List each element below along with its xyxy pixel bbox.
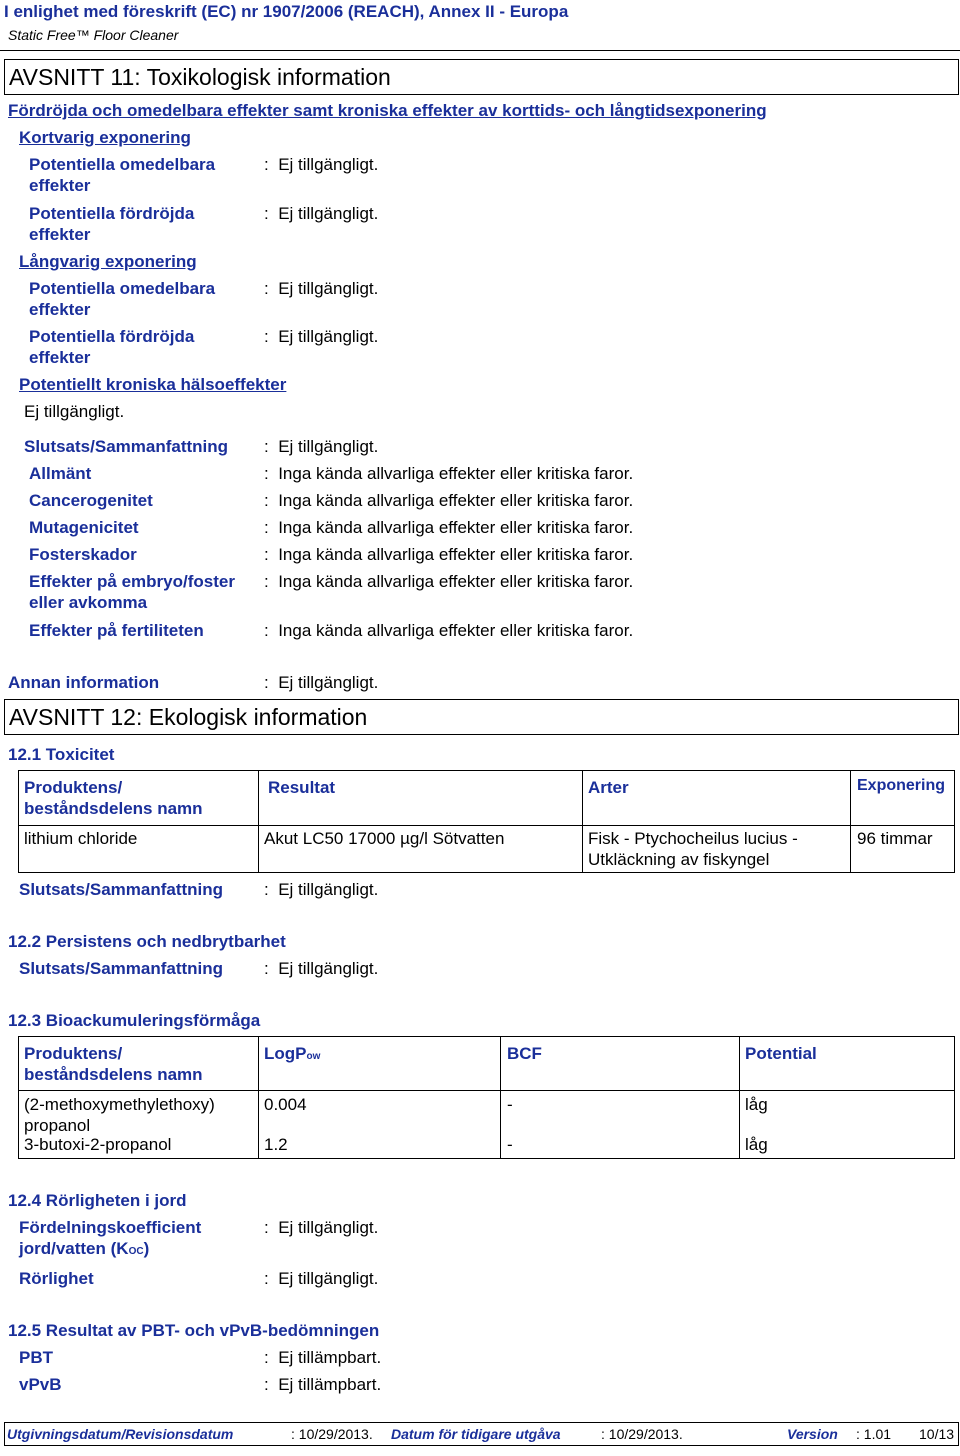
- mobility-label: Rörlighet: [19, 1269, 94, 1288]
- bio-row-1-potential: låg: [745, 1095, 768, 1114]
- vpvb-label: vPvB: [19, 1375, 62, 1394]
- chronic-effects-value: Ej tillgängligt.: [24, 402, 125, 421]
- carcinogenicity-label: Cancerogenitet: [29, 491, 153, 510]
- tox-header-name: [24, 777, 203, 819]
- mutagenicity-label: Mutagenicitet: [29, 518, 139, 537]
- table-divider: [258, 1036, 259, 1159]
- bio-row-2-potential: låg: [745, 1135, 768, 1154]
- summary-label: Slutsats/Sammanfattning: [24, 437, 229, 456]
- table-divider: [500, 1036, 501, 1159]
- colon: :: [264, 673, 269, 692]
- long-immediate-label: [29, 278, 215, 320]
- bio-row-1-logp: 0.004: [264, 1095, 307, 1114]
- mobility-title: 12.4 Rörligheten i jord: [8, 1191, 187, 1210]
- fetal-damage-label: Fosterskador: [29, 545, 137, 564]
- fertility-value: [264, 620, 633, 641]
- value-text: Inga kända allvarliga effekter eller kritiska faror.: [278, 572, 634, 591]
- value-text: Ej tillgängligt.: [278, 279, 379, 298]
- bio-row-1-bcf: -: [507, 1095, 513, 1114]
- fetal-damage-value: [264, 544, 633, 565]
- bio-row-2-name: 3-butoxi-2-propanol: [24, 1135, 172, 1154]
- tox-header-species: Arter: [588, 778, 629, 797]
- table-divider: [18, 1090, 955, 1091]
- pbt-value: [264, 1347, 381, 1368]
- short-delayed-value: [264, 203, 378, 224]
- persistence-title: 12.2 Persistens och nedbrytbarhet: [8, 932, 286, 951]
- colon: :: [264, 1348, 269, 1367]
- long-immediate-value: [264, 278, 378, 299]
- cell-line: Fisk - Ptychocheilus lucius -: [588, 829, 798, 848]
- short-immediate-label: [29, 154, 215, 196]
- vpvb-value: [264, 1374, 381, 1395]
- value-text: Ej tillgängligt.: [278, 673, 379, 692]
- long-delayed-value: [264, 326, 378, 347]
- table-divider: [850, 770, 851, 873]
- tox-row-exposure: 96 timmar: [857, 829, 933, 848]
- embryo-effects-value: [264, 571, 633, 592]
- section-12-heading-box: [4, 699, 959, 735]
- value-text: Ej tillgängligt.: [278, 204, 379, 223]
- value-text: Ej tillämpbart.: [278, 1375, 382, 1394]
- label-line: Effekter på embryo/foster: [29, 572, 235, 591]
- table-divider: [18, 825, 955, 826]
- version-label: Version: [787, 1426, 838, 1442]
- value-text: Ej tillämpbart.: [278, 1348, 382, 1367]
- general-value: [264, 463, 633, 484]
- label-line: Potentiella omedelbara: [29, 155, 216, 174]
- table-divider: [258, 770, 259, 873]
- label-line: effekter: [29, 225, 91, 244]
- label-line: Potentiella fördröjda: [29, 204, 195, 223]
- cell-line: (2-methoxymethylethoxy): [24, 1095, 215, 1114]
- previous-date-value: : 10/29/2013.: [601, 1426, 683, 1442]
- tox-row-name: lithium chloride: [24, 829, 138, 848]
- label-line: effekter: [29, 300, 91, 319]
- effects-subtitle: Fördröjda och omedelbara effekter samt kroniska effekter av korttids- och långtidsexponering: [8, 101, 767, 120]
- tox-header-exposure: Exponering: [857, 777, 946, 794]
- tox-summary-label: Slutsats/Sammanfattning: [19, 880, 224, 899]
- koc-close: ): [143, 1239, 150, 1258]
- section-11-heading: AVSNITT 11: Toxikologisk information: [9, 64, 391, 90]
- header-divider: [0, 50, 960, 51]
- value-text: Ej tillgängligt.: [278, 959, 379, 978]
- cell-line: propanol: [24, 1116, 91, 1135]
- product-name: Static Free™ Floor Cleaner: [8, 27, 179, 43]
- colon: :: [264, 279, 269, 298]
- cell-line: Utkläckning av fiskyngel: [588, 850, 770, 869]
- toxicity-title: 12.1 Toxicitet: [8, 745, 115, 764]
- value-text: Inga kända allvarliga effekter eller kritiska faror.: [278, 518, 634, 537]
- pbt-title: 12.5 Resultat av PBT- och vPvB-bedömningen: [8, 1321, 380, 1340]
- table-divider: [739, 1036, 740, 1159]
- bio-header-bcf: BCF: [507, 1044, 542, 1063]
- page-number: 10/13: [919, 1426, 955, 1442]
- label-line: effekter: [29, 176, 91, 195]
- fertility-label: Effekter på fertiliteten: [29, 621, 204, 640]
- koc-text: jord/vatten (K: [19, 1239, 129, 1258]
- colon: :: [264, 959, 269, 978]
- bioaccumulation-title: 12.3 Bioackumuleringsförmåga: [8, 1011, 261, 1030]
- colon: :: [264, 1375, 269, 1394]
- short-immediate-value: [264, 154, 378, 175]
- footer-box: [4, 1422, 959, 1446]
- tox-summary-value: [264, 879, 378, 900]
- logp-text: LogP: [264, 1044, 307, 1063]
- label-line: beståndsdelens namn: [24, 799, 203, 818]
- label-line: Potentiella omedelbara: [29, 279, 216, 298]
- value-text: Inga kända allvarliga effekter eller kritiska faror.: [278, 621, 634, 640]
- value-text: Inga kända allvarliga effekter eller kritiska faror.: [278, 545, 634, 564]
- short-delayed-label: [29, 203, 194, 245]
- colon: :: [264, 1269, 269, 1288]
- value-text: Ej tillgängligt.: [278, 155, 379, 174]
- value-text: Ej tillgängligt.: [278, 437, 379, 456]
- long-exposure-heading: Långvarig exponering: [19, 252, 197, 271]
- colon: :: [264, 327, 269, 346]
- bio-header-potential: Potential: [745, 1044, 817, 1063]
- other-info-label: Annan information: [8, 673, 160, 692]
- persistence-summary-value: [264, 958, 378, 979]
- label-line: Produktens/: [24, 1044, 123, 1063]
- value-text: Inga kända allvarliga effekter eller kritiska faror.: [278, 491, 634, 510]
- colon: :: [264, 464, 269, 483]
- embryo-effects-label: [29, 571, 235, 613]
- colon: :: [264, 1218, 269, 1237]
- colon: :: [264, 155, 269, 174]
- tox-row-result: Akut LC50 17000 µg/l Sötvatten: [264, 829, 505, 848]
- bio-header-name: [24, 1043, 203, 1085]
- bio-row-1-name: [24, 1094, 215, 1136]
- label-line: Produktens/: [24, 778, 123, 797]
- label-line: beståndsdelens namn: [24, 1065, 203, 1084]
- colon: :: [264, 518, 269, 537]
- colon: :: [264, 491, 269, 510]
- label-line: Potentiella fördröjda: [29, 327, 195, 346]
- tox-header-result: Resultat: [268, 778, 336, 797]
- other-info-value: [264, 672, 378, 693]
- mobility-value: [264, 1268, 378, 1289]
- long-delayed-label: [29, 326, 194, 368]
- general-label: Allmänt: [29, 464, 92, 483]
- short-exposure-heading: Kortvarig exponering: [19, 128, 191, 147]
- value-text: Ej tillgängligt.: [278, 1218, 379, 1237]
- previous-date-label: Datum för tidigare utgåva: [391, 1426, 561, 1442]
- logp-subscript: ow: [306, 1051, 321, 1062]
- label-line: effekter: [29, 348, 91, 367]
- colon: :: [264, 204, 269, 223]
- mutagenicity-value: [264, 517, 633, 538]
- colon: :: [264, 880, 269, 899]
- chronic-effects-heading: Potentiellt kroniska hälsoeffekter: [19, 375, 287, 394]
- tox-row-species: [588, 828, 798, 870]
- colon: :: [264, 437, 269, 456]
- koc-label: [19, 1217, 201, 1262]
- bio-row-2-bcf: -: [507, 1135, 513, 1154]
- bio-row-2-logp: 1.2: [264, 1135, 288, 1154]
- section-11-heading-box: [4, 59, 959, 95]
- section-12-heading: AVSNITT 12: Ekologisk information: [9, 704, 368, 730]
- carcinogenicity-value: [264, 490, 633, 511]
- koc-subscript: OC: [128, 1246, 144, 1257]
- colon: :: [264, 545, 269, 564]
- value-text: Ej tillgängligt.: [278, 880, 379, 899]
- table-divider: [582, 770, 583, 873]
- pbt-label: PBT: [19, 1348, 53, 1367]
- label-line: Fördelningskoefficient: [19, 1218, 202, 1237]
- label-line: eller avkomma: [29, 593, 148, 612]
- value-text: Inga kända allvarliga effekter eller kritiska faror.: [278, 464, 634, 483]
- document-regulation-title: I enlighet med föreskrift (EC) nr 1907/2006 (REACH), Annex II - Europa: [4, 2, 569, 21]
- value-text: Ej tillgängligt.: [278, 327, 379, 346]
- version-value: : 1.01: [856, 1426, 892, 1442]
- persistence-summary-label: Slutsats/Sammanfattning: [19, 959, 224, 978]
- summary-value: [264, 436, 378, 457]
- issue-date-value: : 10/29/2013.: [291, 1426, 373, 1442]
- label-line: [19, 1238, 201, 1262]
- bio-header-logp: [264, 1043, 320, 1067]
- colon: :: [264, 572, 269, 591]
- value-text: Ej tillgängligt.: [278, 1269, 379, 1288]
- colon: :: [264, 621, 269, 640]
- koc-value: [264, 1217, 378, 1238]
- issue-date-label: Utgivningsdatum/Revisionsdatum: [7, 1426, 234, 1442]
